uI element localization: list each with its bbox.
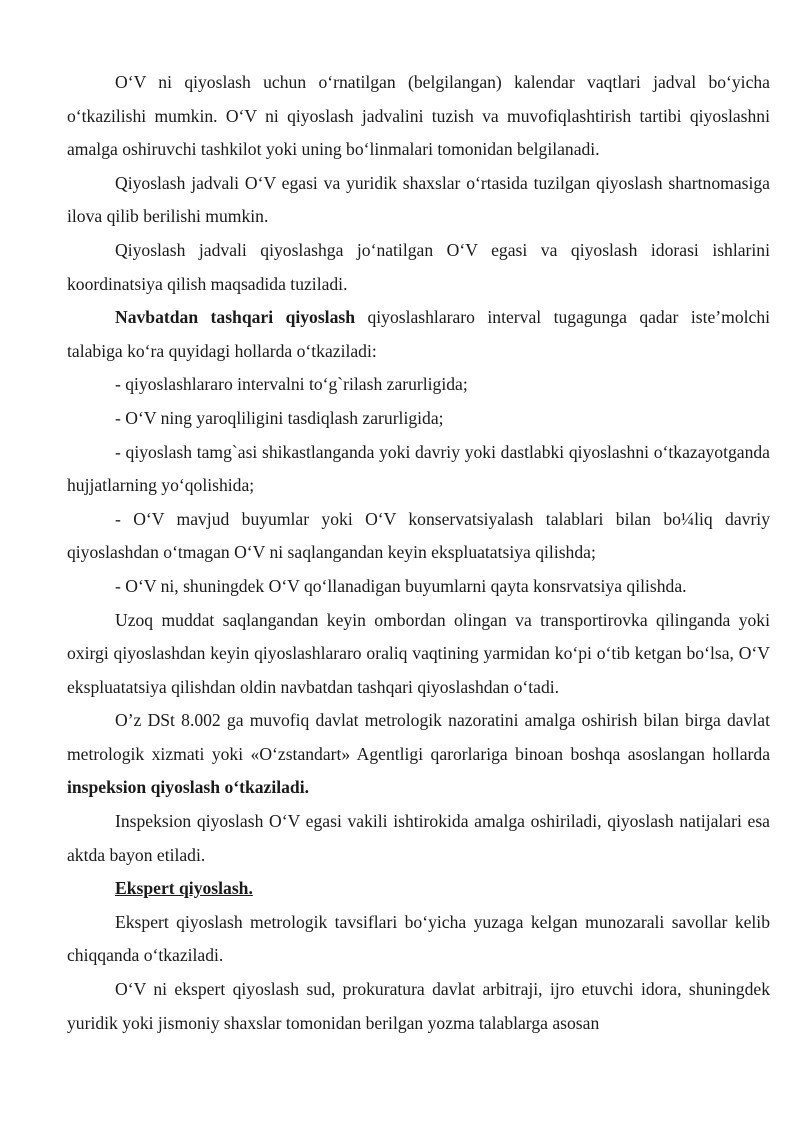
paragraph-text: O’z DSt 8.002 ga muvofiq davlat metrologik nazoratini amalga oshirish bilan birga davlat metrologik xizmati yoki «O‘zstandart» Agentligi qarorlariga binoan boshqa asoslangan hollarda bbox=[67, 710, 770, 764]
section-heading-expert bbox=[67, 872, 770, 906]
paragraph-expert-basis bbox=[67, 973, 770, 1040]
list-item-text: - qiyoslash tamg`asi shikastlanganda yoki davriy yoki dastlabki qiyoslashni o‘tkazayotganda hujjatlarning yo‘qolishida; bbox=[67, 441, 770, 496]
paragraph-coordination bbox=[67, 234, 770, 301]
heading-text: Ekspert qiyoslash. bbox=[115, 878, 253, 899]
paragraph-text: Inspeksion qiyoslash O‘V egasi vakili ishtirokida amalga oshiriladi, qiyoslash natijalari esa aktda bayon etiladi. bbox=[67, 811, 770, 865]
list-item-text: - O‘V ning yaroqliligini tasdiqlash zarurligida; bbox=[115, 407, 444, 428]
paragraph-inspection bbox=[67, 805, 770, 872]
paragraph-schedule-annex bbox=[67, 167, 770, 234]
list-item-text: - O‘V mavjud buyumlar yoki O‘V konservatsiyalash talablari bilan bo¼liq davriy qiyoslashdan o‘tmagan O‘V ni saqlangandan keyin ekspluatatsiya qilishda; bbox=[67, 508, 770, 563]
list-item bbox=[67, 436, 770, 503]
paragraph-text: O‘V ni ekspert qiyoslash sud, prokuratura davlat arbitraji, ijro etuvchi idora, shuningdek yuridik yoki jismoniy shaxslar tomonidan berilgan yozma talablarga asosan bbox=[67, 979, 770, 1033]
list-item-text: - O‘V ni, shuningdek O‘V qo‘llanadigan buyumlarni qayta konsrvatsiya qilishda. bbox=[115, 575, 687, 596]
paragraph-storage bbox=[67, 604, 770, 705]
paragraph-schedule bbox=[67, 66, 770, 167]
list-item bbox=[67, 402, 770, 436]
paragraph-text: Ekspert qiyoslash metrologik tavsiflari bo‘yicha yuzaga kelgan munozarali savollar kelib chiqqanda o‘tkaziladi. bbox=[67, 911, 770, 966]
paragraph-text: Qiyoslash jadvali qiyoslashga jo‘natilgan O‘V egasi va qiyoslash idorasi ishlarini koordinatsiya qilish maqsadida tuziladi. bbox=[67, 239, 770, 294]
paragraph-text: qiyoslashlararo interval tugagunga qadar iste’molchi talabiga ko‘ra quyidagi hollarda o‘tkaziladi: bbox=[67, 307, 770, 361]
list-item bbox=[67, 570, 770, 604]
list-item-text: - qiyoslashlararo intervalni to‘g`rilash zarurligida; bbox=[115, 374, 468, 395]
paragraph-text: Uzoq muddat saqlangandan keyin ombordan olingan va transportirovka qilinganda yoki oxirgi qiyoslashdan keyin qiyoslashlararo oraliq vaqtining yarmidan ko‘pi o‘tib ketgan bo‘lsa, O‘V ekspluatatsiya qilishdan oldin navbatdan tashqari qiyoslashdan o‘tadi. bbox=[67, 609, 770, 697]
list-item bbox=[67, 368, 770, 402]
document-page bbox=[67, 66, 770, 1040]
paragraph-expert bbox=[67, 906, 770, 973]
paragraph-text: O‘V ni qiyoslash uchun o‘rnatilgan (belgilangan) kalendar vaqtlari jadval bo‘yicha o‘tkazilishi mumkin. O‘V ni qiyoslash jadvalini tuzish va muvofiqlashtirish tartibi qiyoslashni amalga oshiruvchi tashkilot yoki uning bo‘linmalari tomonidan belgilanadi. bbox=[67, 72, 770, 160]
paragraph-inspection-basis bbox=[67, 704, 770, 805]
paragraph-text: Qiyoslash jadvali O‘V egasi va yuridik shaxslar o‘rtasida tuzilgan qiyoslash shartnomasiga ilova qilib berilishi mumkin. bbox=[67, 172, 770, 227]
paragraph-extraordinary bbox=[67, 301, 770, 368]
list-item bbox=[67, 503, 770, 570]
term-extraordinary: Navbatdan tashqari qiyoslash bbox=[115, 307, 356, 328]
term-inspection: inspeksion qiyoslash o‘tkaziladi. bbox=[67, 777, 309, 798]
